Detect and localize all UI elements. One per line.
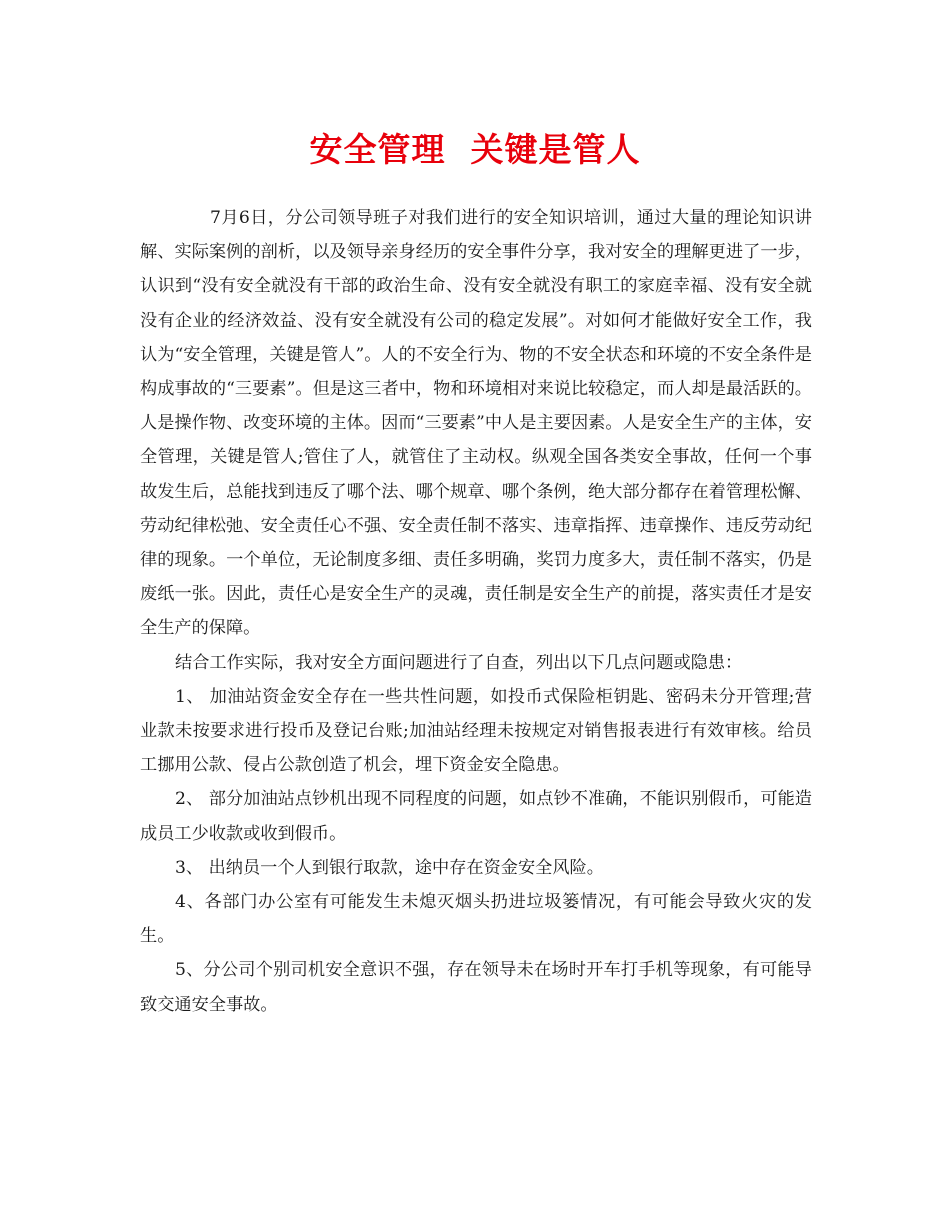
list-item-5: 5、分公司个别司机安全意识不强，存在领导未在场时开车打手机等现象，有可能导致交通安全事故。: [140, 960, 812, 1015]
document-title: 安全管理 关键是管人: [309, 130, 641, 169]
list-item-4: 4、各部门办公室有可能发生未熄灭烟头扔进垃圾篓情况，有可能会导致火灾的发生。: [140, 892, 812, 947]
document-body: [140, 201, 812, 1022]
list-item-2: 2、 部分加油站点钞机出现不同程度的问题，如点钞不准确，不能识别假币，可能造成员工少收款或收到假币。: [140, 789, 812, 844]
list-item-3: 3、 出纳员一个人到银行取款，途中存在资金安全风险。: [175, 857, 604, 878]
list-item-1: 1、 加油站资金安全存在一些共性问题，如投币式保险柜钥匙、密码未分开管理;营业款未按要求进行投币及登记台账;加油站经理未按规定对销售报表进行有效审核。给员工挪用公款、侵占公款创造了机会，埋下资金安全隐患。: [140, 686, 812, 776]
paragraph-self-check: 结合工作实际，我对安全方面问题进行了自查，列出以下几点问题或隐患：: [175, 652, 743, 673]
paragraph-intro: 7月6日，分公司领导班子对我们进行的安全知识培训，通过大量的理论知识讲解、实际案例的剖析，以及领导亲身经历的安全事件分享，我对安全的理解更进了一步，认识到“没有安全就没有干部的政治生命、没有安全就没有职工的家庭幸福、没有安全就没有企业的经济效益、没有安全就没有公司的稳定发展”。对如何才能做好安全工作，我认为“安全管理，关键是管人”。人的不安全行为、物的不安全状态和环境的不安全条件是构成事故的“三要素”。但是这三者中，物和环境相对来说比较稳定，而人却是最活跃的。人是操作物、改变环境的主体。因而“三要素”中人是主要因素。人是安全生产的主体，安全管理，关键是管人;管住了人，就管住了主动权。纵观全国各类安全事故，任何一个事故发生后，总能找到违反了哪个法、哪个规章、哪个条例，绝大部分都存在着管理松懈、劳动纪律松弛、安全责任心不强、安全责任制不落实、违章指挥、违章操作、违反劳动纪律的现象。一个单位，无论制度多细、责任多明确，奖罚力度多大，责任制不落实，仍是废纸一张。因此，责任心是安全生产的灵魂，责任制是安全生产的前提，落实责任才是安全生产的保障。: [140, 208, 812, 639]
